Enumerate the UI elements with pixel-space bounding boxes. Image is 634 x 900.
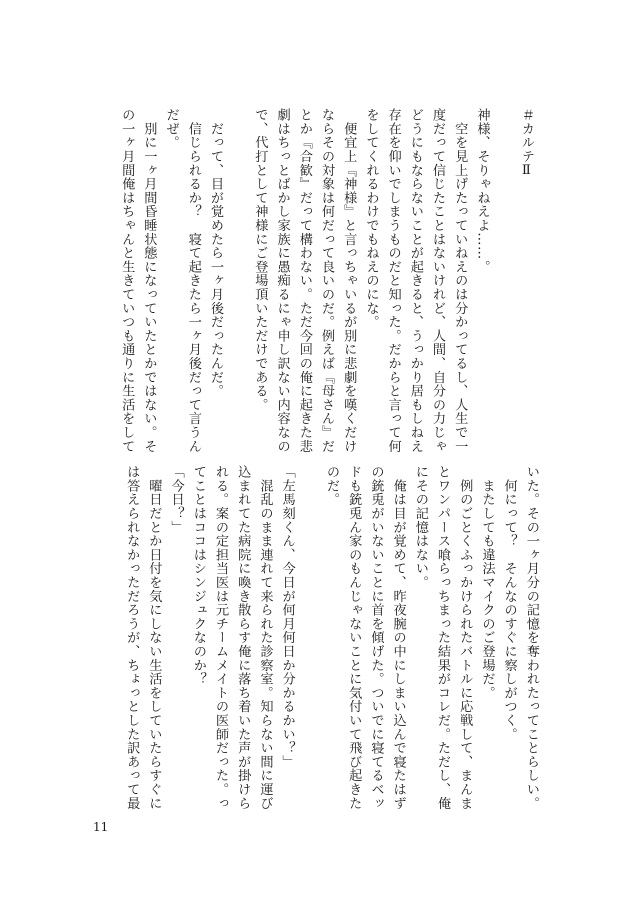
text-line: 存在を仰いでしまうものだと知った。だからと言って何 (385, 108, 401, 453)
lower-text-block (120, 465, 542, 835)
page-number: 11 (93, 820, 109, 834)
text-line: 空を見上げたっていねえのは分かってるし、人生で一 (452, 108, 468, 453)
text-line: にその記憶はない。 (412, 465, 428, 590)
spacer-line (226, 108, 248, 450)
text-line: ならその対象は何だって良いのだ。例えば『母さん』だ (319, 108, 335, 453)
text-line: れる。案の定担当医は元チームメイトの医師だった。っ (213, 465, 229, 810)
text-line: の銃兎がいないことに首を傾げた。ついでに寝てるベッ (368, 465, 384, 810)
text-line: とか『合歓』だって構わない。ただ今回の俺に起きた悲 (296, 108, 312, 453)
text-line: いた。その一ヶ月分の記憶を奪われたってことらしい。 (523, 465, 539, 810)
text-line: 劇はちっとばかし家族に愚痴るにゃ申し訳ない内容なの (274, 108, 290, 453)
text-line: 別に一ヶ月間昏睡状態になっていたとかではない。そ (141, 108, 157, 453)
text-line: のだ。 (324, 465, 340, 507)
text-line: だって、目が覚めたら一ヶ月後だったんだ。 (208, 108, 224, 398)
chapter-title: ＃カルテⅡ (518, 108, 534, 179)
text-line: てことはココはシンジュクなのか？ (190, 465, 206, 686)
spacer-line (492, 108, 514, 450)
text-line: 度だって信じたことはないけれど、人間、自分の力じゃ (430, 108, 446, 453)
upper-text-block (115, 108, 537, 453)
text-line: 便宜上『神様』と言っちゃいるが別に悲劇を嘆くだけ (341, 108, 357, 453)
spacer-line (298, 465, 320, 835)
text-line: 混乱のまま連れて来られた診察室。知らない間に運び (257, 465, 273, 810)
text-line: またしても違法マイクのご登場だ。 (479, 465, 495, 700)
text-line: で、代打として神様にご登場頂いただけである。 (252, 108, 268, 412)
text-line: 曜日だとか日付を気にしない生活をしていたらすぐに (146, 465, 162, 810)
text-line: 神様、そりゃねえよ……。 (474, 108, 490, 274)
text-line: 何にって？ そんなのすぐに察しがつく。 (501, 465, 517, 741)
text-line: だぜ。 (163, 108, 179, 150)
text-line: 俺は目が覚めて、昨夜腕の中にしまい込んで寝たはず (390, 465, 406, 810)
text-line: は答えられなかっただろうが、ちょっとした訳あって最 (124, 465, 140, 810)
text-line: 「今日？」 (168, 465, 184, 534)
text-line: 「左馬刻くん、今日が何月何日か分かるかい？」 (279, 465, 295, 769)
text-line: どうにもならないことが起きると、うっかり居もしねえ (407, 108, 423, 453)
text-line: 信じられるか？ 寝て起きたら一ヶ月後だって言うん (185, 108, 201, 453)
text-line: 込まれてた病院に喚き散らす俺に落ち着いた声が掛けら (235, 465, 251, 810)
text-line: ドも銃兎ん家のもんじゃないことに気付いて飛び起きた (346, 465, 362, 810)
text-line: 例のごとくふっかけられたバトルに応戦して、まんま (457, 465, 473, 810)
text-line: とワンパース喰らっちまった結果がコレだ。ただし、俺 (435, 465, 451, 810)
text-line: をしてくれるわけでもねえのにな。 (363, 108, 379, 329)
text-line: の一ヶ月間俺はちゃんと生きていつも通りに生活をして (119, 108, 135, 453)
